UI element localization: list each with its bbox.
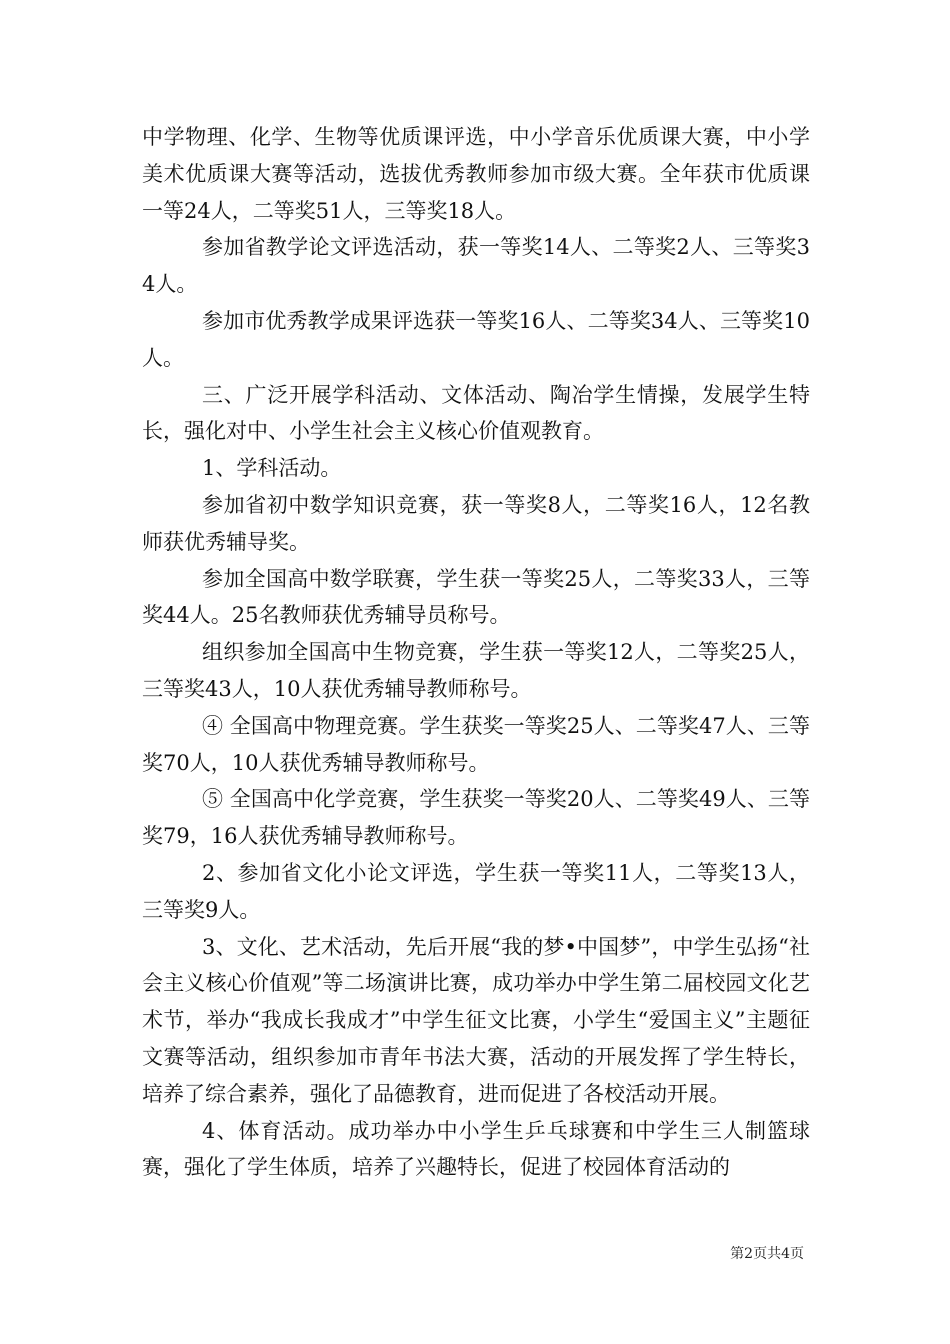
paragraph-teaching-achievements: 参加市优秀教学成果评选获一等奖16人、二等奖34人、三等奖10人。 xyxy=(142,308,810,370)
page-number-footer: 第2页共4页 xyxy=(730,1246,804,1262)
paragraph-physics-contest: ④ 全国高中物理竞赛。学生获奖一等奖25人、二等奖47人、三等奖70人，10人获优秀辅导教师称号。 xyxy=(142,713,810,775)
paragraph-culture-art-activities: 3、文化、艺术活动，先后开展“我的梦•中国梦”，中学生弘扬“社会主义核心价值观”等二场演讲比赛，成功举办中学生第二届校园文化艺术节，举办“我成长我成才”中学生征文比赛，小学生“爱国主义”主题征文赛等活动，组织参加市青年书法大赛，活动的开展发挥了学生特长，培养了综合素养，强化了品德教育，进而促进了各校活动开展。 xyxy=(142,934,810,1106)
paragraph-teaching-papers: 参加省教学论文评选活动，获一等奖14人、二等奖2人、三等奖34人。 xyxy=(142,235,810,297)
paragraph-math-league: 参加全国高中数学联赛，学生获一等奖25人，二等奖33人，三等奖44人。25名教师获优秀辅导员称号。 xyxy=(142,566,810,628)
paragraph-biology-contest: 组织参加全国高中生物竞赛，学生获一等奖12人，二等奖25人，三等奖43人，10人获优秀辅导教师称号。 xyxy=(142,640,810,701)
paragraph-math-knowledge-contest: 参加省初中数学知识竞赛，获一等奖8人，二等奖16人，12名教师获优秀辅导奖。 xyxy=(142,492,810,554)
document-body xyxy=(142,119,810,1186)
paragraph-sports-activities: 4、体育活动。成功举办中小学生乒乓球赛和中学生三人制篮球赛，强化了学生体质，培养了兴趣特长，促进了校园体育活动的 xyxy=(142,1118,810,1180)
paragraph-awards-quality-courses: 中学物理、化学、生物等优质课评选，中小学音乐优质课大赛，中小学美术优质课大赛等活动，选拔优秀教师参加市级大赛。全年获市优质课一等24人，二等奖51人，三等奖18人。 xyxy=(142,125,810,223)
section-heading-activities: 三、广泛开展学科活动、文体活动、陶冶学生情操，发展学生特长，强化对中、小学生社会主义核心价值观教育。 xyxy=(142,382,810,444)
paragraph-culture-essay: 2、参加省文化小论文评选，学生获一等奖11人，二等奖13人，三等奖9人。 xyxy=(142,860,810,922)
subheading-subject-activities: 1、学科活动。 xyxy=(202,456,342,481)
paragraph-chemistry-contest: ⑤ 全国高中化学竞赛，学生获奖一等奖20人、二等奖49人、三等奖79，16人获优秀辅导教师称号。 xyxy=(142,787,810,849)
